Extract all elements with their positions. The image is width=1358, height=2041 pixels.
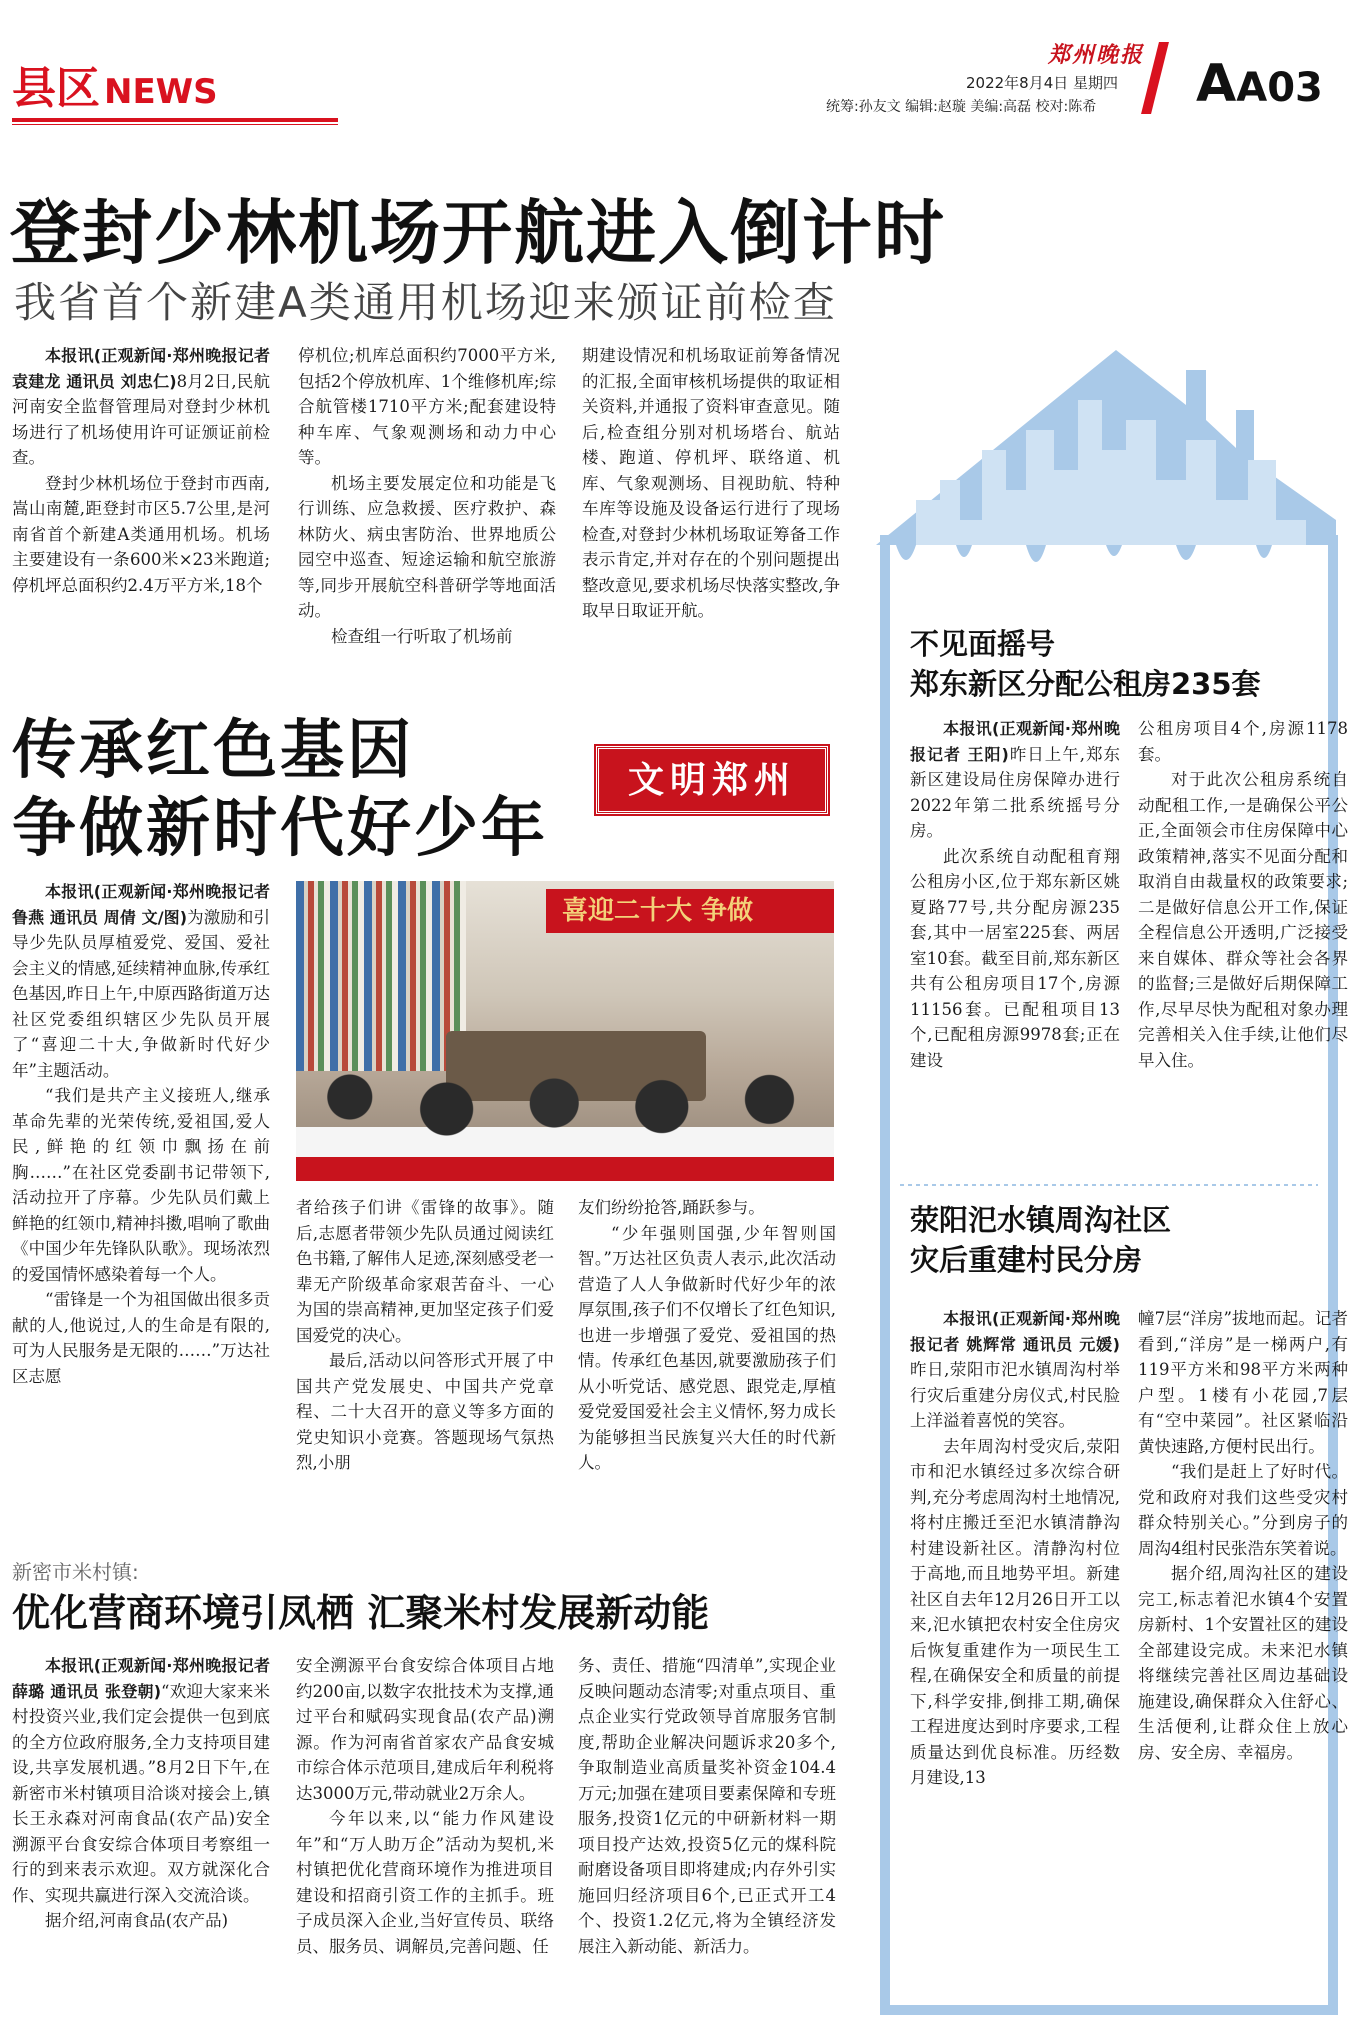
- page-number-slash: [1141, 42, 1169, 114]
- article5-col2-p3: 据介绍,周沟社区的建设完工,标志着汜水镇4个安置房新村、1个安置社区的建设全部建设完成。未来汜水镇将继续完善社区周边基础设施建设,确保群众入住舒心、生活便利,让群众住上放心房、安全房、幸福房。: [1138, 1564, 1348, 1762]
- article4-lead: 本报讯(正观新闻·郑州晚报记者 王阳): [910, 719, 1120, 764]
- article1-title: 登封少林机场开航进入倒计时: [10, 192, 946, 274]
- page-prefix: A: [1196, 54, 1237, 114]
- header-rule-thin: [12, 124, 338, 125]
- article2-p3: “雷锋是一个为祖国做出很多贡献的人,他说过,人的生命是有限的,可为人民服务是无限的……”万达社区志愿: [12, 1290, 270, 1386]
- article5-col1-p1: 昨日,荥阳市汜水镇周沟村举行灾后重建分房仪式,村民脸上洋溢着喜悦的笑容。: [910, 1360, 1120, 1430]
- frame-bottom: [880, 2005, 1338, 2015]
- article3-kicker: 新密市米村镇:: [12, 1560, 139, 1584]
- article1-col3-p1: 期建设情况和机场取证前筹备情况的汇报,全面审核机场提供的取证相关资料,并通报了资料审查意见。随后,检查组分别对机场塔台、航站楼、跑道、停机坪、联络道、机库、气象观测场、目视助航、特种车库等设施及设备运行进行了现场检查,对登封少林机场取证筹备工作表示肯定,并对存在的个别问题提出整改意见,要求机场尽快落实整改,争取早日取证开航。: [582, 346, 840, 620]
- header-rule: [12, 118, 338, 122]
- issue-date: 2022年8月4日 星期四: [966, 74, 1119, 92]
- article3-col3-p1: 务、责任、措施“四清单”,实现企业反映问题动态清零;对重点项目、重点企业实行党政领导首席服务官制度,帮助企业解决问题诉求20多个,争取制造业高质量奖补资金104.4万元;加强在建项目要素保障和专班服务,投资1亿元的中研新材料一期项目投产达效,投资5亿元的煤科院耐磨设备项目即将建成;内存外引实施回归经济项目6个,已正式开工4个、投资1.2亿元,将为全镇经济发展注入新动能、新活力。: [578, 1656, 836, 1956]
- article2-p2: “我们是共产主义接班人,继承革命先辈的光荣传统,爱祖国,爱人民,鲜艳的红领巾飘扬在前胸……”在社区党委副书记带领下,活动拉开了序幕。少先队员们戴上鲜艳的红领巾,精神抖擞,唱响了歌曲《中国少年先锋队队歌》。现场浓烈的爱国情怀感染着每一个人。: [12, 1086, 270, 1284]
- article3-col2-p1: 安全溯源平台食安综合体项目占地约200亩,以数字农批技术为支撑,通过平台和赋码实现食品(农产品)溯源。作为河南省首家农产品食安城市综合体示范项目,建成后年利税将达3000万元,带动就业2万余人。: [296, 1656, 554, 1803]
- article5-title-line2: 灾后重建村民分房: [910, 1243, 1143, 1277]
- article5-lead: 本报讯(正观新闻·郑州晚报记者 姚辉常 通讯员 元媛): [910, 1309, 1120, 1354]
- activity-photo: [296, 881, 834, 1181]
- article5-title-line1: 荥阳汜水镇周沟社区: [910, 1203, 1172, 1237]
- article5-col2-p2: “我们是赶上了好时代。党和政府对我们这些受灾村群众特别关心。”分到房子的周沟4组村民张浩东笑着说。: [1138, 1462, 1348, 1558]
- article1-subtitle: 我省首个新建A类通用机场迎来颁证前检查: [14, 278, 837, 327]
- photo-bookshelf: [296, 881, 466, 1071]
- article3-col3: [578, 1653, 836, 2033]
- article2-col2-p1: 者给孩子们讲《雷锋的故事》。随后,志愿者带领少先队员通过阅读红色书籍,了解伟人足迹,深刻感受老一辈无产阶级革命家艰苦奋斗、一心为国的崇高精神,更加坚定孩子们爱国爱党的决心。: [296, 1198, 554, 1345]
- section-title-cn: 县区: [12, 63, 100, 114]
- page-number: [1196, 54, 1323, 118]
- page-no: A03: [1236, 65, 1323, 111]
- article4-col2-p1: 公租房项目4个,房源1178套。: [1138, 719, 1348, 764]
- article1-col2-p2: 机场主要发展定位和功能是飞行训练、应急救援、医疗救护、森林防火、病虫害防治、世界地质公园空中巡查、短途运输和航空旅游等,同步开展航空科普研学等地面活动。: [298, 473, 556, 620]
- article4-col1-p2: 此次系统自动配租育翔公租房小区,位于郑东新区姚夏路77号,共分配房源235套,其中一居室225套、两居室10套。截至目前,郑东新区共有公租房项目17个,房源11156套。已配租项目13个,已配租房源9978套;正在建设: [910, 846, 1120, 1070]
- article1-lead: 本报讯(正观新闻·郑州晚报记者 袁建龙 通讯员 刘忠仁): [12, 346, 270, 391]
- article2-col1: [12, 879, 270, 1491]
- section-title-en: NEWS: [104, 72, 218, 112]
- article3-col2: [296, 1653, 554, 2033]
- article1-col1-p1: 8月2日,民航河南安全监督管理局对登封少林机场进行了机场使用许可证颁证前检查。: [12, 371, 270, 467]
- article1-col3: [582, 343, 840, 649]
- article2-lead: 本报讯(正观新闻·郑州晚报记者 鲁燕 通讯员 周倩 文/图): [12, 882, 270, 927]
- wenming-zhengzhou-badge: 文明郑州: [596, 746, 828, 814]
- photo-children: [296, 1061, 834, 1181]
- article2-p1: 为激励和引导少先队员厚植爱党、爱国、爱社会主义的情感,延续精神血脉,传承红色基因,昨日上午,中原西路街道万达社区党委组织辖区少先队员开展了“喜迎二十大,争做新时代好少年”主题活动。: [12, 907, 270, 1080]
- article3-col1: [12, 1653, 270, 2033]
- article5-col1-p2: 去年周沟村受灾后,荥阳市和汜水镇经过多次综合研判,充分考虑周沟村土地情况,将村庄搬迁至汜水镇清静沟村建设新社区。清静沟村位于高地,而且地势平坦。新建社区自去年12月26日开工以来,汜水镇把农村安全住房灾后恢复重建作为一项民生工程,在确保安全和质量的前提下,科学安排,倒排工期,确保工程进度达到时序要求,工程质量达到优良标准。历经数月建设,13: [910, 1436, 1120, 1787]
- article5-col1: [910, 1306, 1120, 1946]
- article1-col1-p2: 登封少林机场位于登封市西南,嵩山南麓,距登封市区5.7公里,是河南省首个新建A类通用机场。机场主要建设有一条600米×23米跑道;停机坪总面积约2.4万平方米,18个: [12, 473, 270, 595]
- article2-col3-p2: “少年强则国强,少年智则国智。”万达社区负责人表示,此次活动营造了人人争做新时代好少年的浓厚氛围,孩子们不仅增长了红色知识,也进一步增强了爱党、爱祖国的热情。传承红色基因,就要激励孩子们从小听党话、感党恩、跟党走,厚植爱党爱国爱社会主义情怀,努力成长为能够担当民族复兴大任的时代新人。: [578, 1223, 836, 1472]
- article5-col2: [1138, 1306, 1348, 1946]
- article4-title-line1: 不见面摇号: [910, 627, 1056, 661]
- article3-col2-p2: 今年以来,以“能力作风建设年”和“万人助万企”活动为契机,米村镇把优化营商环境作为推进项目建设和招商引资工作的主抓手。班子成员深入企业,当好宣传员、联络员、服务员、调解员,完善问题、任: [296, 1809, 554, 1956]
- article2-col3-p1: 友们纷纷抢答,踊跃参与。: [578, 1198, 765, 1217]
- article3-lead: 本报讯(正观新闻·郑州晚报记者 薛璐 通讯员 张登朝): [12, 1656, 270, 1701]
- article2-col3: [578, 1195, 836, 1491]
- article2-title: [12, 712, 548, 868]
- article1-col2-p3: 检查组一行听取了机场前: [331, 626, 513, 646]
- article4-title: [910, 624, 1261, 704]
- article4-col2-p2: 对于此次公租房系统自动配租工作,一是确保公平公正,全面领会市住房保障中心政策精神,落实不见面分配和取消自由裁量权的政策要求;二是做好信息公开工作,保证全程信息公开透明,广泛接受来自媒体、群众等社会各界的监督;三是做好后期保障工作,尽早尽快为配租对象办理完善相关入住手续,让他们尽早入住。: [1138, 770, 1348, 1070]
- article2-title-line1: 传承红色基因: [12, 714, 414, 788]
- article3-col1-p2: 据介绍,河南食品(农产品): [45, 1911, 229, 1930]
- frame-left: [880, 535, 890, 2015]
- article4-col1-p1: 昨日上午,郑东新区建设局住房保障办进行2022年第二批系统摇号分房。: [910, 744, 1120, 840]
- staff-credits: 统筹:孙友文 编辑:赵璇 美编:高磊 校对:陈希: [826, 99, 1097, 115]
- article2-col2: [296, 1195, 554, 1491]
- drips: [896, 545, 1272, 562]
- article4-col1: [910, 716, 1120, 1156]
- paper-logo: 郑州晚报: [1048, 42, 1145, 68]
- section-title: [12, 64, 218, 117]
- article1-col2: [298, 343, 556, 649]
- article3-col1-p1: “欢迎大家来米村投资兴业,我们定会提供一包到底的全方位政府服务,全力支持项目建设,共享发展机遇。”8月2日下午,在新密市米村镇项目洽谈对接会上,镇长王永森对河南食品(农产品)安全溯源平台食安综合体项目考察组一行的到来表示欢迎。双方就深化合作、实现共赢进行深入交流洽谈。: [12, 1681, 270, 1905]
- article1-col1: [12, 343, 270, 649]
- photo-banner: 喜迎二十大 争做: [546, 889, 834, 933]
- article2-title-line2: 争做新时代好少年: [12, 792, 548, 866]
- article5-title: [910, 1200, 1171, 1280]
- article5-col2-p1: 幢7层“洋房”拔地而起。记者看到,“洋房”是一梯两户,有119平方米和98平方米两种户型。1楼有小花园,7层有“空中菜园”。社区紧临沿黄快速路,方便村民出行。: [1138, 1309, 1348, 1456]
- article4-title-line2: 郑东新区分配公租房235套: [910, 667, 1261, 701]
- article4-col2: [1138, 716, 1348, 1156]
- article3-title: 优化营商环境引凤栖 汇聚米村发展新动能: [12, 1591, 710, 1635]
- article1-col2-p1: 停机位;机库总面积约7000平方米,包括2个停放机库、1个维修机库;综合航管楼1710平方米;配套建设特种车库、气象观测场和动力中心等。: [298, 346, 556, 467]
- article2-col2-p2: 最后,活动以问答形式开展了中国共产党发展史、中国共产党章程、二十大召开的意义等多方面的党史知识小竞赛。答题现场气氛热烈,小朋: [296, 1351, 554, 1472]
